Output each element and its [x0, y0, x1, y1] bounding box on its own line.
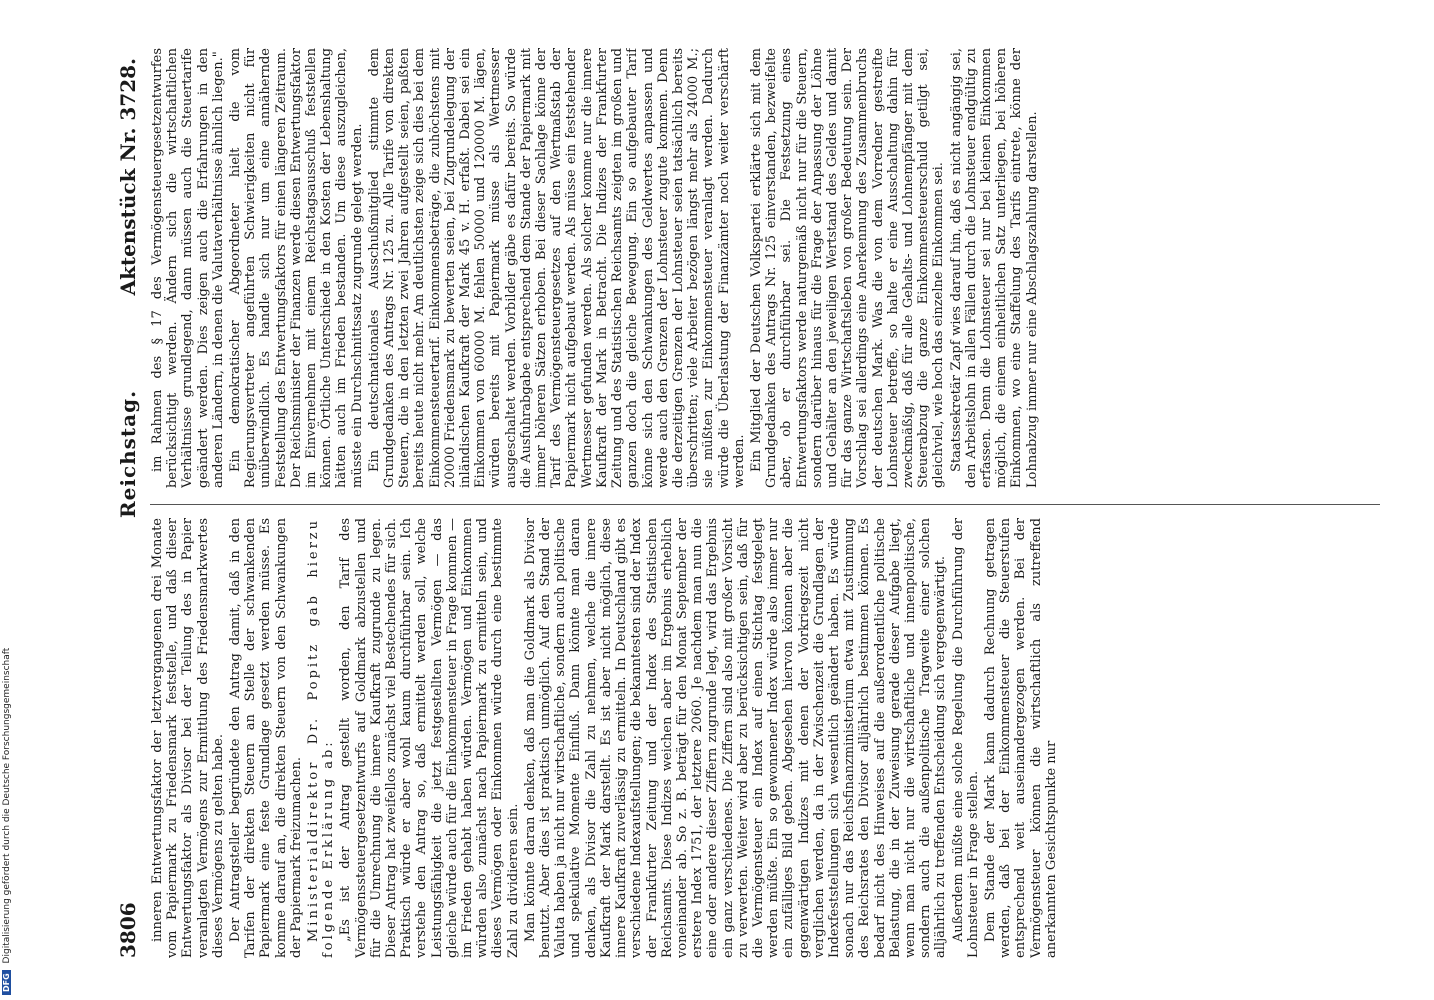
paragraph: Ein Mitglied der Deutschen Volkspartei erklärte sich mit dem Grundgedanken des Antrags Nr. 125 einverstanden, bezweifelte aber, ob er durchführbar sei. Die Festsetzung eines Entwertungsfaktors werde naturgemäß nicht nur für die Steuern, sondern darüber hinaus für die Frage der Anpassung der Löhne und Gehälter an den jeweiligen Wertstand des Geldes und damit für das ganze Wirtschaftsleben von großer Bedeutung sein. Der Vorschlag sei allerdings eine Anerkennung des Zusammenbruchs der deutschen Mark. Was die von dem Vorredner gestreifte Lohnsteuer betreffe, so halte er eine Ausschaltung dahin für zweckmäßig, daß für alle Gehalts- und Lohnempfänger mit dem Steuerabzug die ganze Einkommensteuerschuld getilgt sei, gleichviel, wie hoch das einzelne Einkommen sei. [748, 48, 947, 488]
document-number: Aktenstück Nr. 3728. [116, 58, 140, 296]
page-title: Reichstag. [116, 389, 140, 518]
paragraph: Ein deutschnationales Ausschußmitglied stimmte dem Grundgedanken des Antrags Nr. 125 zu. Alle Tarife von direkten Steuern, die in den letzten zwei Jahren aufgestellt seien, paßten bereits heute nicht mehr. Am deutlichsten zeige sich dies bei dem Einkommensteuertarif. Einkommensbeträge, die zuhöchstens mit 20000 Friedensmark zu bewerten seien, bei Zugrundelegung der inländischen Kaufkraft der Mark 45 v. H. erfaßt. Dabei sei ein Einkommen von 60000 M. fehlen 50000 und 120000 M. lägen, würden bereits mit Papiermark müsse als Wertmesser ausgeschaltet werden. Vorbilder gäbe es dafür bereits. So würde die Ausfuhrabgabe entsprechend dem Stande der Papiermark mit immer höheren Sätzen erhoben. Bei dieser Sachlage könne der Tarif des Vermögensteuergesetzes auf den Wertmaßstab der Papiermark nicht aufgebaut werden. Als müsse ein feststehender Wertmesser gefunden werden. Als solcher komme nur die innere Kaufkraft der Mark in Betracht. Die Indizes der Frankfurter Zeitung und des Statistischen Reichsamts zeigten im großen und ganzen doch die gleiche Bewegung. Ein so aufgebauter Tarif könne sich den Schwankungen des Geldwertes anpassen und werde auch den Grenzen der Lohnsteuer zugute kommen. Denn die derzeitigen Grenzen der Lohnsteuer seien tatsächlich bereits überschritten; viele Arbeiter bezögen längst mehr als 24000 M.; sie müßten zur Einkommensteuer veranlagt werden. Dadurch würde die Überlastung der Finanzämter noch weiter verschärft werden. [366, 48, 747, 488]
digitization-credit: Digitalisierung gefördert durch die Deutsche Forschungsgemeinschaft [2, 647, 12, 964]
digitization-note [0, 0, 14, 1000]
column-divider [150, 504, 1380, 505]
paragraph: inneren Entwertungsfaktor der letztvergangenen drei Monate vom Papiermark zu Friedensmark feststelle, und daß dieser Entwertungsfaktor als Divisor bei der Teilung des in Papier veranlagten Vermögens zur Ermittlung des Friedensmarkwertes dieses Vermögens zu gelten habe. [150, 518, 226, 958]
paragraph: Ein demokratischer Abgeordneter hielt die vom Regierungsvertreter angeführten Schwierigkeiten nicht für unüberwindlich. Es handle sich nur um eine annähernde Feststellung des Entwertungsfaktors für einen längeren Zeitraum. Der Reichsminister der Finanzen werde diesen Entwertungsfaktor im Einvernehmen mit einem Reichstagsausschuß feststellen können. Örtliche Unterschiede in den Kosten der Lebenshaltung hätten auch im Frieden bestanden. Um diese auszugleichen, müsste ein Durchschnittssatz zugrunde gelegt werden. [228, 48, 365, 488]
paragraph: Staatssekretär Zapf wies darauf hin, daß es nicht angängig sei, den Arbeitslohn in allen Fällen durch die Lohnsteuer endgültig zu erfassen. Denn die Lohnsteuer sei nur bei kleinen Einkommen möglich, die einem einheitlichen Satz unterliegen, bei höheren Einkommen, wo eine Staffelung des Tarifs eintrete, könne der Lohnabzug immer nur eine Abschlagszahlung darstellen. [948, 48, 1040, 488]
paragraph: Ministerialdirektor Dr. Popitz gab hierzu folgende Erklärung ab: [306, 518, 337, 958]
paragraph: Der Antragsteller begründete den Antrag damit, daß in den Tarifen der direkten Steuern an Stelle der schwankenden Papiermark eine feste Grundlage gesetzt werden müsse. Es komme darauf an, die direkten Steuern von den Schwankungen der Papiermark freizumachen. [228, 518, 304, 958]
page-header [116, 58, 146, 958]
paragraph: Man könnte daran denken, daß man die Goldmark als Divisor benutzt. Aber dies ist praktisch unmöglich. Auf den Stand der Valuta haben ja nicht nur wirtschaftliche, sondern auch politische und spekulative Momente Einfluß. Dann könnte man daran denken, als Divisor die Zahl zu nehmen, welche die innere Kaufkraft der Mark darstellt. Es ist aber nicht möglich, diese innere Kaufkraft zuverlässig zu ermitteln. In Deutschland gibt es verschiedene Indexaufstellungen; die bekanntesten sind der Index der Frankfurter Zeitung und der Index des Statistischen Reichsamts. Diese Indizes weichen aber im Ergebnis erheblich voneinander ab. So z. B. beträgt für den Monat September der erstere Index 1751, der letztere 2060. Je nachdem man nun die eine oder andere dieser Ziffern zugrunde legt, wird das Ergebnis ein ganz verschiedenes. Die Ziffern sind also mit großer Vorsicht zu verwerten. Weiter wird aber zu berücksichtigen sein, daß für die Vermögensteuer ein Index auf einen Stichtag festgelegt werden müßte. Ein so gewonnener Index würde also immer nur ein zufälliges Bild geben. Abgesehen hiervon können aber die gegenwärtigen Indizes mit denen der Vorkriegszeit nicht verglichen werden, da in der Zwischenzeit die Grundlagen der Indexfeststellungen sich wesentlich geändert haben. Es würde sonach nur das Reichsfinanzministerium etwa mit Zustimmung des Reichsrates den Divisor alljährlich bestimmen können. Es bedarf nicht des Hinweises auf die außerordentliche politische Belastung, die in der Zuweisung gerade dieser Aufgabe liegt, wenn man nicht nur die wirtschaftliche und innenpolitische, sondern auch die außenpolitische Tragweite einer solchen alljährlich zu treffenden Entscheidung sich vergegenwärtigt. [522, 518, 949, 958]
paragraph: „Es ist der Antrag gestellt worden, den Tarif des Vermögenssteuergesetzentwurfs auf Goldmark abzustellen und für die Umrechnung die innere Kaufkraft zugrunde zu legen. Dieser Antrag hat zweifellos zunächst viel Bestechendes für sich. Praktisch würde er aber wohl kaum durchführbar sein. Ich verstehe den Antrag so, daß ermittelt werden soll, welche Leistungsfähigkeit die jetzt festgestellten Vermögen — das gleiche würde auch für die Einkommensteuer in Frage kommen — im Frieden gehabt haben würden. Vermögen und Einkommen würden also zunächst nach Papiermark zu ermitteln sein, und dieses Vermögen oder Einkommen würde durch eine bestimmte Zahl zu dividieren sein. [338, 518, 521, 958]
paragraph: Außerdem müßte eine solche Regelung die Durchführung der Lohnsteuer in Frage stellen. [950, 518, 981, 958]
left-column [150, 518, 1380, 958]
page-content [0, 8, 1434, 998]
scanned-page [0, 8, 1434, 998]
paragraph: im Rahmen des § 17 des Vermögensteuergesetzentwurfes berücksichtigt werden. Ändern sich die wirtschaftlichen Verhältnisse grundlegend, dann müssen auch die Steuertarife geändert werden. Dies zeigen auch die Erfahrungen in den anderen Ländern, in denen die Valutaverhältnisse ähnlich liegen." [150, 48, 226, 488]
right-column [150, 48, 1380, 488]
page-number: 3806 [116, 902, 140, 958]
paragraph: Dem Stande der Mark kann dadurch Rechnung getragen werden, daß bei der Einkommensteuer die Steuerstufen entsprechend weit auseinandergezogen werden. Bei der Vermögensteuer können die wirtschaftlich als zutreffend anerkannten Gesichtspunkte nur [982, 518, 1059, 958]
dfg-logo: DFG [2, 970, 11, 995]
